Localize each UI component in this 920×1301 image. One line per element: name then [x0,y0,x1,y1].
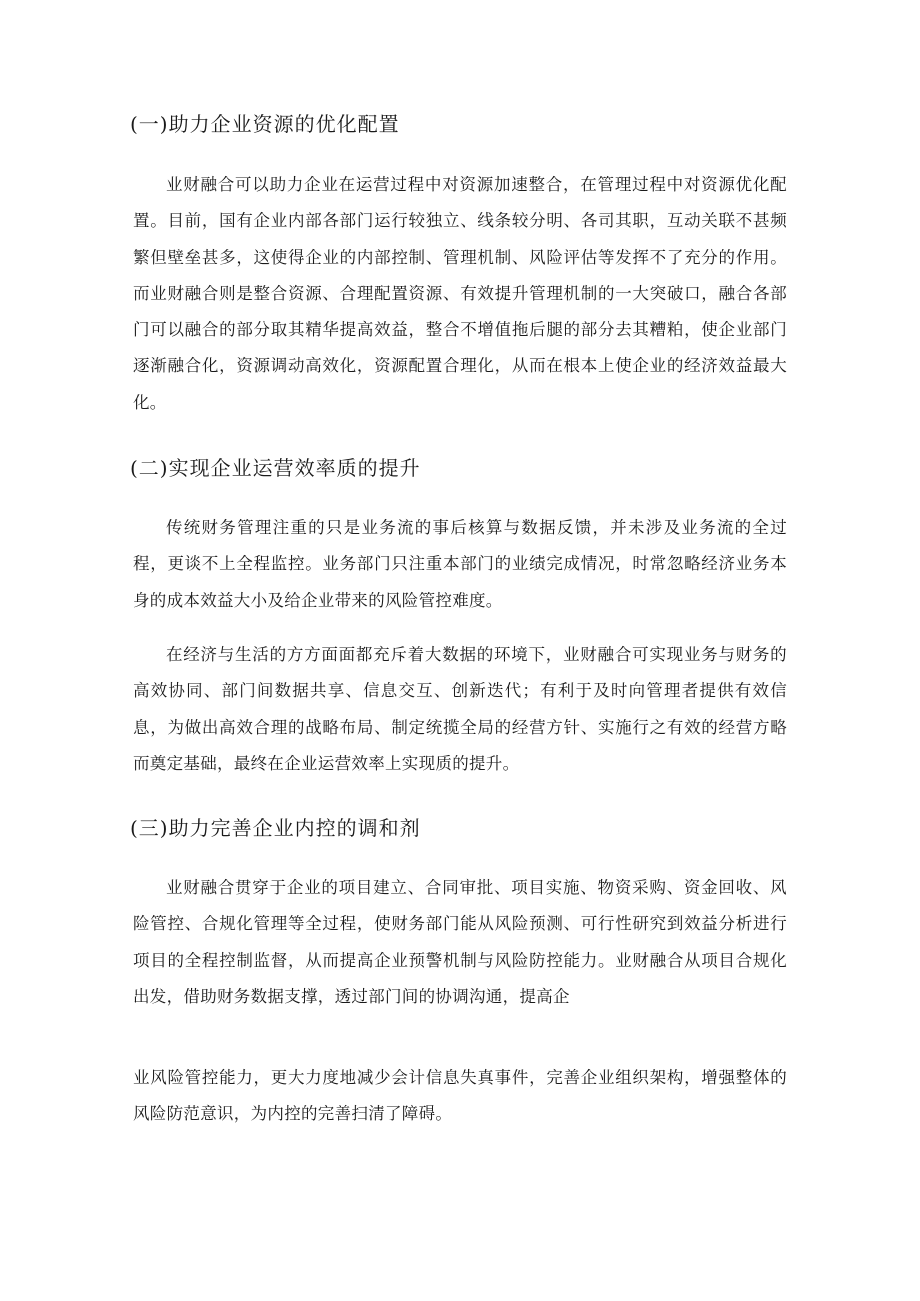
section-heading-2: (二)实现企业运营效率质的提升 [130,456,421,480]
section-2-paragraph-2: 在经济与生活的方方面面都充斥着大数据的环境下，业财融合可实现业务与财务的高效协同、部门间数据共享、信息交互、创新迭代；有利于及时向管理者提供有效信息，为做出高效合理的战略布局、制定统揽全局的经营方针、实施行之有效的经营方略而奠定基础，最终在企业运营效率上实现质的提升。 [133,645,787,773]
section-heading-1: (一)助力企业资源的优化配置 [130,112,400,136]
section-3-paragraph-1: 业财融合贯穿于企业的项目建立、合同审批、项目实施、物资采购、资金回收、风险管控、合规化管理等全过程，使财务部门能从风险预测、可行性研究到效益分析进行项目的全程控制监督，从而提高企业预警机制与风险防控能力。业财融合从项目合规化出发，借助财务数据支撑，透过部门间的协调沟通，提高企 [133,878,787,1006]
section-3-paragraph-2: 业风险管控能力，更大力度地减少会计信息失真事件，完善企业组织架构，增强整体的风险防范意识，为内控的完善扫清了障碍。 [133,1068,787,1124]
section-2-paragraph-1: 传统财务管理注重的只是业务流的事后核算与数据反馈，并未涉及业务流的全过程，更谈不上全程监控。业务部门只注重本部门的业绩完成情况，时常忽略经济业务本身的成本效益大小及给企业带来的风险管控难度。 [133,518,787,610]
section-1-paragraph-1: 业财融合可以助力企业在运营过程中对资源加速整合，在管理过程中对资源优化配置。目前，国有企业内部各部门运行较独立、线条较分明、各司其职，互动关联不甚频繁但壁垒甚多，这使得企业的内部控制、管理机制、风险评估等发挥不了充分的作用。而业财融合则是整合资源、合理配置资源、有效提升管理机制的一大突破口，融合各部门可以融合的部分取其精华提高效益，整合不增值拖后腿的部分去其糟粕，使企业部门逐渐融合化，资源调动高效化，资源配置合理化，从而在根本上使企业的经济效益最大化。 [133,175,787,412]
section-heading-3: (三)助力完善企业内控的调和剂 [130,816,421,840]
